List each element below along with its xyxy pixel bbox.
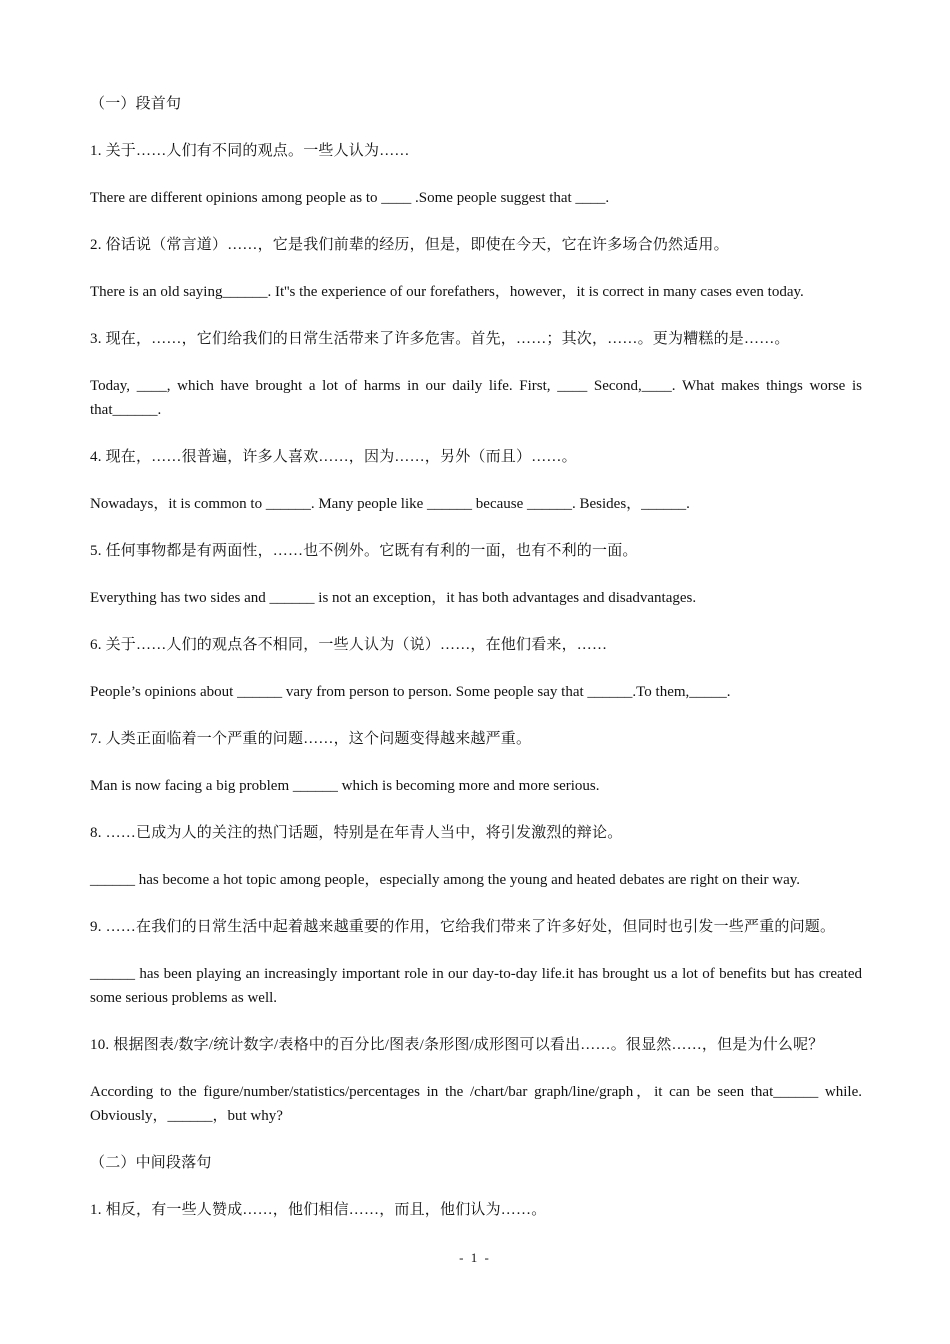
item-3-english: Today, ____, which have brought a lot of harms in our daily life. First, ____ Second,____. What makes things worse is that______. (90, 378, 862, 418)
item-4-english: Nowadays，it is common to ______. Many people like ______ because ______. Besides，______. (90, 496, 690, 512)
item-9-english: ______ has been playing an increasingly important role in our day-to-day life.it has brought us a lot of benefits but has created some serious problems as well. (90, 966, 862, 1006)
item-7-english: Man is now facing a big problem ______ which is becoming more and more serious. (90, 778, 600, 794)
item-1-chinese: 1. 关于……人们有不同的观点。一些人认为…… (90, 143, 410, 159)
document-body (90, 92, 862, 1222)
item-9-chinese: 9. ……在我们的日常生活中起着越来越重要的作用，它给我们带来了许多好处，但同时也引发一些严重的问题。 (90, 919, 836, 935)
section-heading-2: （二）中间段落句 (90, 1155, 212, 1171)
item-2-english: There is an old saying______. It''s the experience of our forefathers，however，it is correct in many cases even today. (90, 284, 804, 300)
item-7-chinese: 7. 人类正面临着一个严重的问题……，这个问题变得越来越严重。 (90, 731, 532, 747)
item-6-chinese: 6. 关于……人们的观点各不相同，一些人认为（说）……，在他们看来，…… (90, 637, 608, 653)
section-heading: （一）段首句 (90, 96, 182, 112)
item-10-chinese: 10. 根据图表/数字/统计数字/表格中的百分比/图表/条形图/成形图可以看出……。很显然……，但是为什么呢？ (90, 1037, 824, 1053)
item-1-english: There are different opinions among people as to ____ .Some people suggest that ____. (90, 190, 610, 206)
item-8-english: ______ has become a hot topic among people，especially among the young and heated debates are right on their way. (90, 872, 801, 888)
item-4-chinese: 4. 现在，……很普遍，许多人喜欢……，因为……，另外（而且）……。 (90, 449, 577, 465)
item-2-chinese: 2. 俗话说（常言道）……，它是我们前辈的经历，但是，即使在今天，它在许多场合仍然适用。 (90, 237, 729, 253)
page-number: - 1 - (459, 1250, 491, 1265)
section2-item-1-chinese: 1. 相反，有一些人赞成……，他们相信……，而且，他们认为……。 (90, 1202, 547, 1218)
item-10-english: According to the figure/number/statistics/percentages in the /chart/bar graph/line/graph，it can be seen that______ while. Obviously，______，but why? (90, 1084, 862, 1124)
item-5-english: Everything has two sides and ______ is not an exception，it has both advantages and disadvantages. (90, 590, 697, 606)
item-5-chinese: 5. 任何事物都是有两面性，……也不例外。它既有有利的一面，也有不利的一面。 (90, 543, 638, 559)
item-3-chinese: 3. 现在，……，它们给我们的日常生活带来了许多危害。首先，……；其次，……。更为糟糕的是……。 (90, 331, 790, 347)
item-6-english: People’s opinions about ______ vary from person to person. Some people say that ______.To them,_____. (90, 684, 731, 700)
item-8-chinese: 8. ……已成为人的关注的热门话题，特别是在年青人当中，将引发激烈的辩论。 (90, 825, 623, 841)
